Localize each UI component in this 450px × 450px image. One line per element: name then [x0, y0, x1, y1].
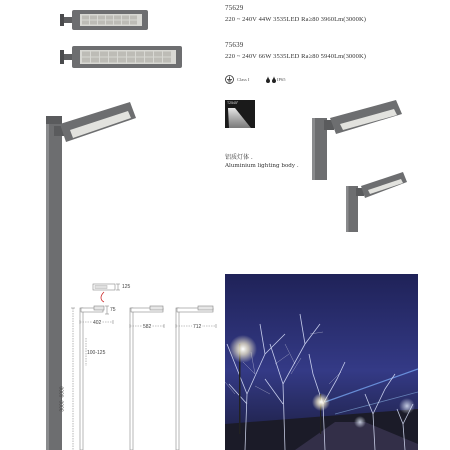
street-light-medium-image — [308, 100, 408, 180]
dim-width-c: 712 — [193, 324, 202, 330]
ip-rating-drops-icon — [265, 75, 277, 84]
class-label: Class I — [237, 77, 250, 82]
dim-pole-height: 3000~6000 — [59, 386, 66, 412]
dim-head-depth: 75 — [110, 307, 116, 313]
dimension-drawing — [60, 278, 220, 450]
model-code-1: 75629 — [225, 4, 244, 12]
material-en: Aluminium lighting body . — [225, 163, 299, 169]
model-code-2: 75639 — [225, 41, 244, 49]
ground-class-icon — [225, 75, 234, 84]
model-spec-2: 220 ~ 240V 66W 3535LED Ra≥80 5940Lm(3000K) — [225, 53, 367, 60]
beam-label: T2545° — [227, 101, 239, 105]
beam-angle-icon — [225, 100, 255, 128]
dim-width-b: 582 — [143, 324, 152, 330]
dim-head-height: 125 — [122, 284, 131, 290]
fixture-75639-image — [60, 44, 185, 70]
dim-width-a: 402 — [93, 320, 102, 326]
fixture-75629-image — [60, 8, 152, 32]
street-light-small-image — [343, 170, 413, 232]
night-street-photo — [225, 274, 418, 450]
material-cn: 铝质灯体 . — [225, 154, 253, 161]
ip-label: IP65 — [277, 77, 286, 82]
model-spec-1: 220 ~ 240V 44W 3535LED Ra≥80 3960Lm(3000K) — [225, 16, 367, 23]
dim-arm: 100-125 — [87, 350, 106, 356]
